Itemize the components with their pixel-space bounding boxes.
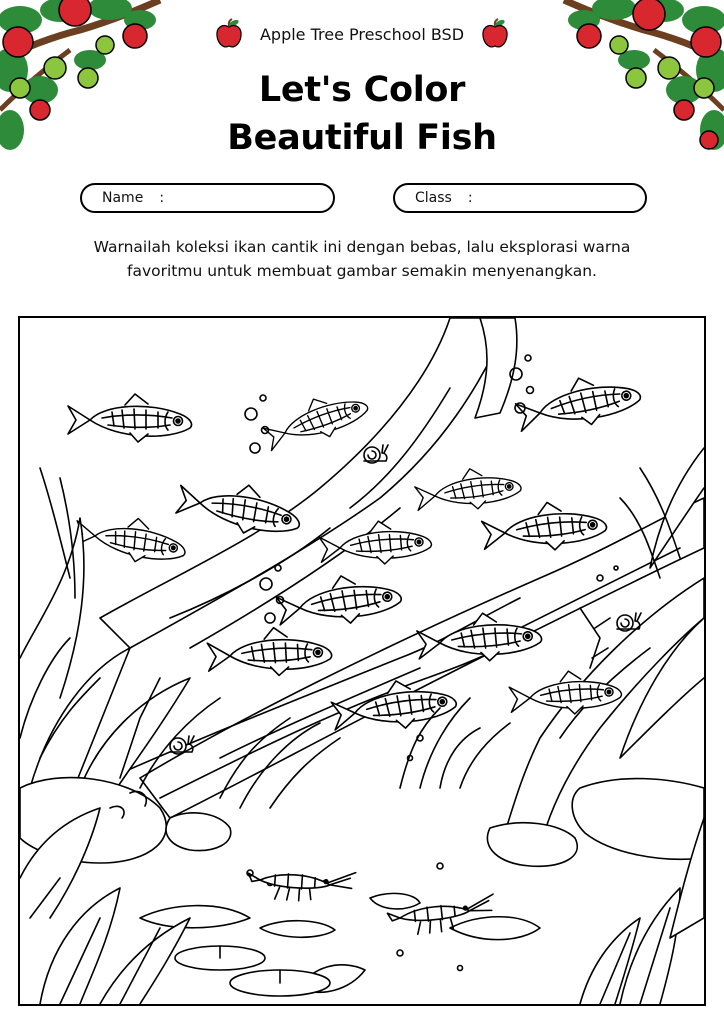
apple-icon <box>480 18 510 50</box>
instructions-line-2: favoritmu untuk membuat gambar semakin menyenangkan. <box>127 262 597 280</box>
name-colon: : <box>159 190 165 206</box>
instructions <box>40 235 684 283</box>
name-field[interactable] <box>80 183 335 213</box>
name-label: Name <box>102 190 144 206</box>
page-title <box>0 66 724 162</box>
title-line-1: Let's Color <box>258 70 466 110</box>
school-header <box>0 18 724 50</box>
instructions-line-1: Warnailah koleksi ikan cantik ini dengan bebas, lalu eksplorasi warna <box>93 238 631 256</box>
class-label: Class <box>415 190 452 206</box>
class-field[interactable] <box>393 183 647 213</box>
class-colon: : <box>467 190 473 206</box>
coloring-frame <box>18 316 706 1006</box>
apple-icon <box>214 18 244 50</box>
coloring-illustration <box>20 318 704 1004</box>
school-name: Apple Tree Preschool BSD <box>259 24 465 44</box>
title-line-2: Beautiful Fish <box>227 118 497 158</box>
